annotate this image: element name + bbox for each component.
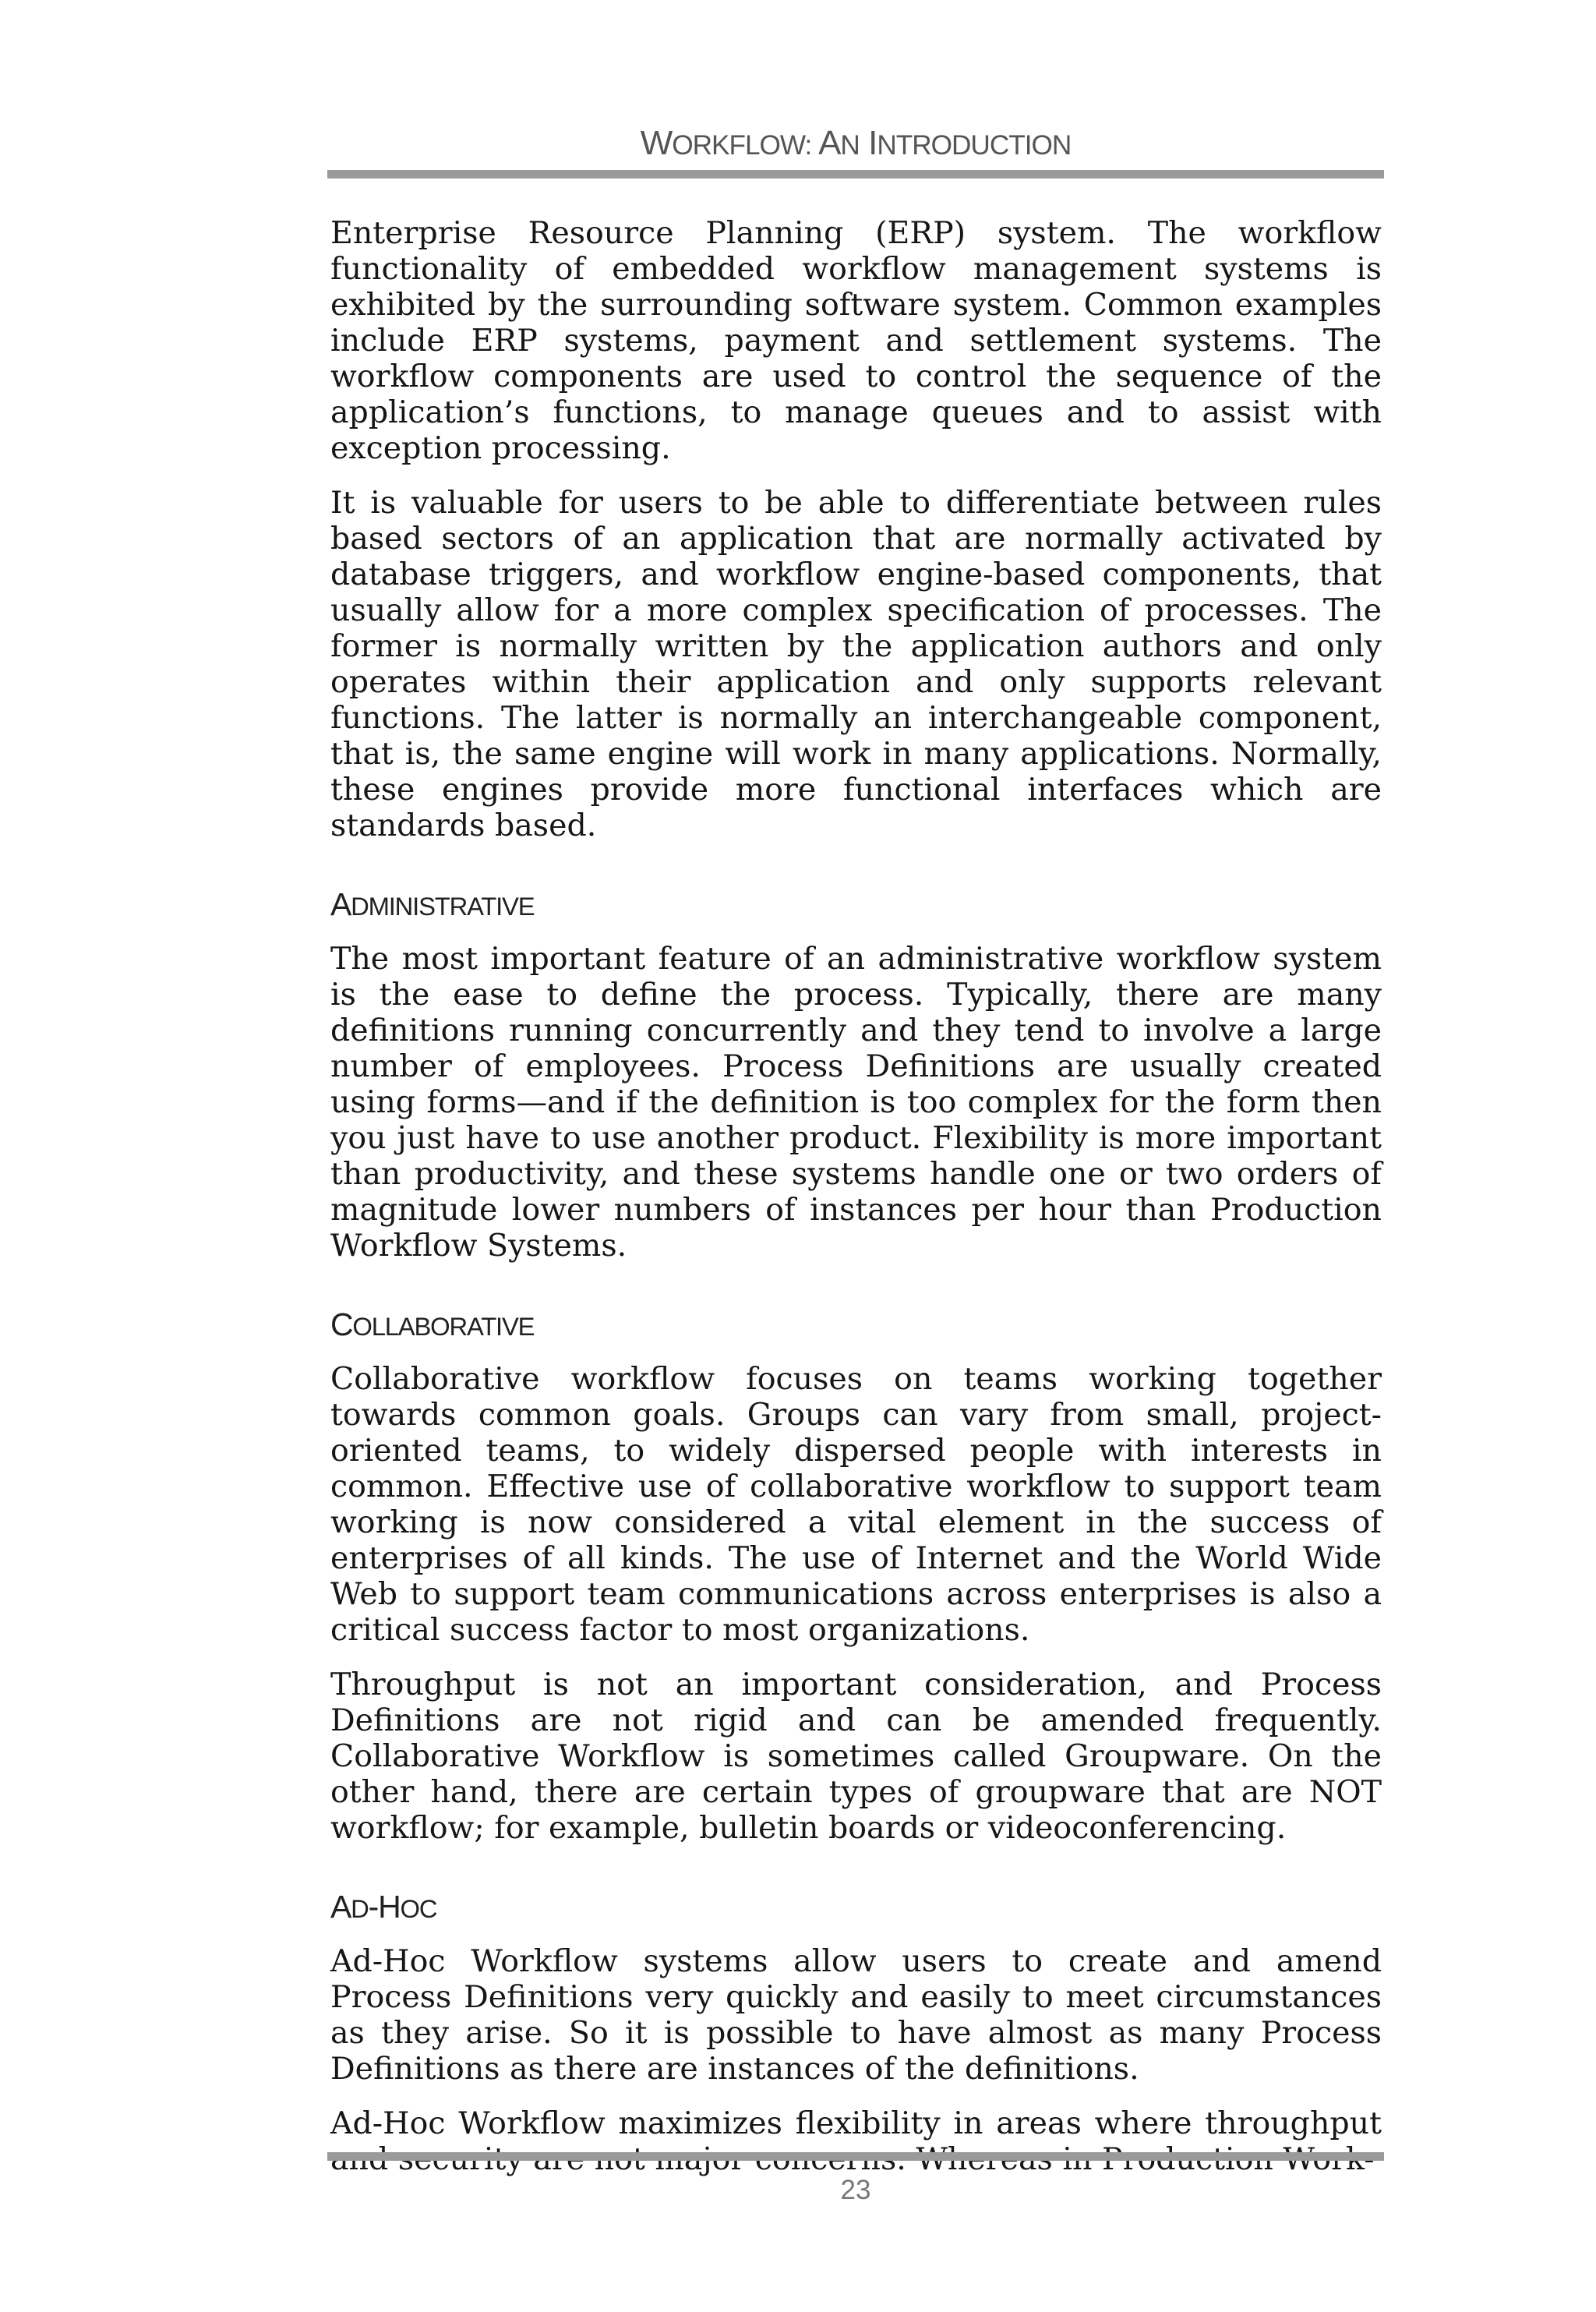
- paragraph: Throughput is not an important consideration, and Process Definitions are not rigid and can be amended frequently. Collaborative Workflow is sometimes called Groupware. On the other hand, there are certain types of groupware that are NOT workflow; for example, bulletin boards or videoconferencing.: [330, 1667, 1382, 1846]
- page-body: [330, 215, 1382, 2177]
- running-header: [327, 122, 1384, 168]
- paragraph: Ad-Hoc Workflow systems allow users to create and amend Process Definitions very quickly and easily to meet circumstances as they arise. So it is possible to have almost as many Process Definitions as there are instances of the definitions.: [330, 1943, 1382, 2087]
- section-heading-ad-hoc: AD-HOC: [330, 1889, 437, 1925]
- section-heading-administrative: ADMINISTRATIVE: [330, 886, 535, 922]
- running-header-text: WORKFLOW: AN INTRODUCTION: [640, 124, 1072, 162]
- paragraph: It is valuable for users to be able to differentiate between rules based sectors of an application that are normally activated by database triggers, and workflow engine-based components, that usually allow for a more complex specification of processes. The former is normally written by the application authors and only operates within their application and only supports relevant functions. The latter is normally an interchangeable component, that is, the same engine will work in many applications. Normally, these engines provide more functional interfaces which are standards based.: [330, 485, 1382, 843]
- paragraph: Ad-Hoc Workflow maximizes flexibility in areas where throughput: [330, 2105, 1382, 2141]
- section-heading-collaborative: COLLABORATIVE: [330, 1306, 535, 1342]
- header-rule: [327, 170, 1384, 179]
- paragraph: The most important feature of an administrative workflow system is the ease to define the process. Typically, there are many definitions running concurrently and they tend to involve a large number of employees. Process Definitions are usually created using forms—and if the definition is too complex for the form then you just have to use another product. Flexibility is more important than productivity, and these systems handle one or two orders of magnitude lower numbers of instances per hour than Production Workflow Systems.: [330, 941, 1382, 1264]
- paragraph: Enterprise Resource Planning (ERP) system. The workflow functionality of embedded workflow management systems is exhibited by the surrounding software system. Common examples include ERP systems, payment and settlement systems. The workflow components are used to control the sequence of the application’s functions, to manage queues and to assist with exception processing.: [330, 215, 1382, 466]
- paragraph: Collaborative workflow focuses on teams working together towards common goals. Groups can vary from small, project-oriented teams, to widely dispersed people with interests in common. Effective use of collaborative workflow to support team working is now considered a vital element in the success of enterprises of all kinds. The use of Internet and the World Wide Web to support team communications across enterprises is also a critical success factor to most organizations.: [330, 1361, 1382, 1648]
- footer-rule: [327, 2152, 1384, 2161]
- page-number: 23: [840, 2175, 871, 2205]
